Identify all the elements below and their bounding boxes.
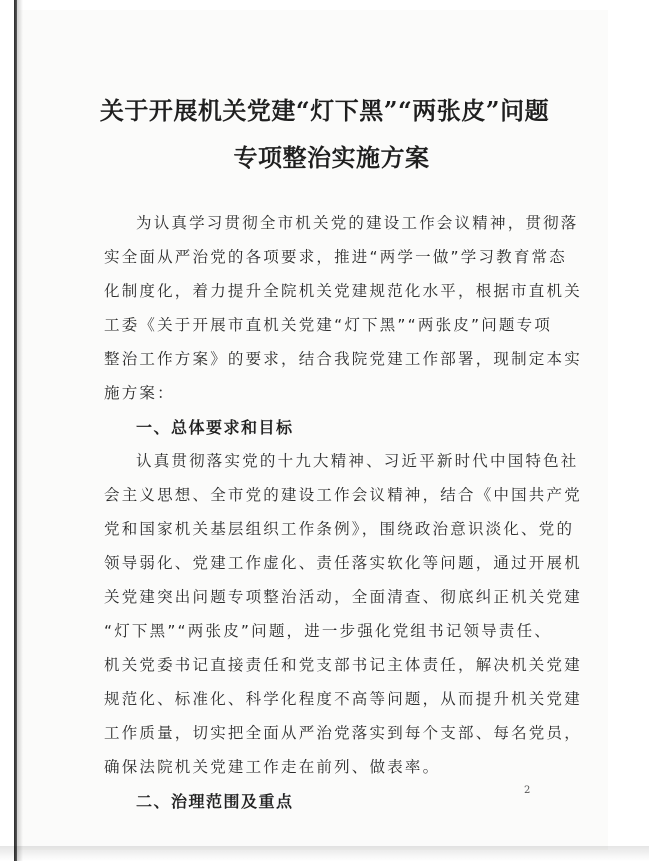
section-1-line-2: 会主义思想、全市党的建设工作会议精神，结合《中国共产党 [104,486,582,504]
section-1-line-9: 工作质量，切实把全面从严治党落实到每个支部、每名党员， [104,724,582,742]
section-2-heading: 二、治理范围及重点 [136,792,294,811]
section-1-line-3: 党和国家机关基层组织工作条例》，围绕政治意识淡化、党的 [104,520,575,538]
scan-bottom-shadow [0,846,649,861]
page-number: 2 [524,785,531,796]
section-1-line-6: “灯下黑”“两张皮”问题，进一步强化党组书记领导责任、 [104,622,553,640]
section-1-line-4: 领导弱化、党建工作虚化、责任落实软化等问题，通过开展机 [104,554,582,572]
document-title-line-2: 专项整治实施方案 [233,143,430,172]
intro-line-3: 化制度化，着力提升全院机关党建规范化水平，根据市直机关 [104,282,582,300]
intro-line-4: 工委《关于开展市直机关党建“灯下黑”“两张皮”问题专项 [104,316,553,334]
section-1-line-5: 关党建突出问题专项整治活动，全面清查、彻底纠正机关党建 [104,588,582,606]
document-title-line-1: 关于开展机关党建“灯下黑”“两张皮”问题 [99,96,550,125]
intro-line-5: 整治工作方案》的要求，结合我院党建工作部署，现制定本实 [104,350,582,368]
section-1-line-10: 确保法院机关党建工作走在前列、做表率。 [104,758,441,776]
intro-line-1: 为认真学习贯彻全市机关党的建设工作会议精神，贯彻落 [136,214,579,232]
section-1-heading: 一、总体要求和目标 [136,418,294,437]
section-1-line-8: 规范化、标准化、科学化程度不高等问题，从而提升机关党建 [104,690,582,708]
intro-line-6: 施方案： [104,384,175,402]
intro-line-2: 实全面从严治党的各项要求，推进“两学一做”学习教育常态 [104,248,567,266]
section-1-line-1: 认真贯彻落实党的十九大精神、习近平新时代中国特色社 [136,452,579,470]
scan-edge-shadow [17,0,23,861]
section-1-line-7: 机关党委书记直接责任和党支部书记主体责任，解决机关党建 [104,656,582,674]
